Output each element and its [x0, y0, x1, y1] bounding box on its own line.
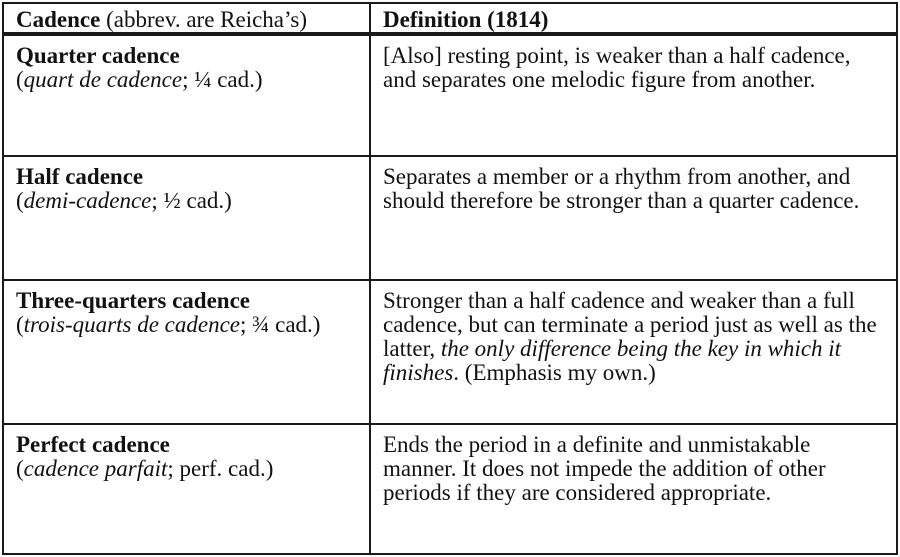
definition-text: Ends the period in a definite and unmistakable manner. It does not impede the addition of other periods if they are considered appropriate. [383, 432, 826, 505]
term-cell [3, 156, 370, 280]
definition-emphasis: the only difference being the key in which it finishes [383, 336, 842, 385]
paren-open: ( [16, 456, 24, 481]
term-french [16, 457, 361, 481]
definition-cell [370, 34, 897, 156]
french-term: trois-quarts de cadence [23, 312, 240, 337]
term-cell [3, 34, 370, 156]
term-french [16, 313, 361, 337]
table-row [3, 34, 897, 156]
definition-text: Separates a member or a rhythm from another, and should therefore be stronger than a quarter cadence. [383, 164, 860, 213]
header-definition [370, 3, 897, 34]
term-name: Half cadence [16, 164, 144, 189]
table-row [3, 156, 897, 280]
definition-text-end: . (Emphasis my own.) [453, 360, 656, 385]
abbreviation: ; ¼ cad.) [182, 67, 263, 92]
definition-text: [Also] resting point, is weaker than a half cadence, and separates one melodic figure from another. [383, 43, 851, 92]
table-row [3, 424, 897, 554]
cadence-definitions-table [2, 2, 898, 555]
abbreviation: ; ½ cad.) [151, 188, 232, 213]
term-name: Three-quarters cadence [16, 288, 250, 313]
definition-text: Stronger than a half cadence and weaker than a full cadence, but can terminate a period just as well as the latter, [383, 288, 877, 361]
paren-open: ( [16, 188, 24, 213]
term-french [16, 189, 361, 213]
french-term: quart de cadence [23, 67, 183, 92]
definition-cell [370, 424, 897, 554]
header-cadence-note: (abbrev. are Reicha’s) [100, 7, 308, 32]
header-definition-label: Definition (1814) [383, 7, 549, 32]
abbreviation: ; perf. cad.) [167, 456, 274, 481]
table-row [3, 280, 897, 424]
table-header-row [3, 3, 897, 34]
header-cadence-label: Cadence [16, 7, 101, 32]
paren-open: ( [16, 312, 24, 337]
french-term: cadence parfait [23, 456, 168, 481]
abbreviation: ; ¾ cad.) [240, 312, 321, 337]
term-french [16, 68, 361, 92]
header-cadence [3, 3, 370, 34]
definition-cell [370, 156, 897, 280]
definition-cell [370, 280, 897, 424]
paren-open: ( [16, 67, 24, 92]
term-cell [3, 424, 370, 554]
term-name: Perfect cadence [16, 432, 170, 457]
term-cell [3, 280, 370, 424]
french-term: demi-cadence [23, 188, 152, 213]
term-name: Quarter cadence [16, 43, 180, 68]
